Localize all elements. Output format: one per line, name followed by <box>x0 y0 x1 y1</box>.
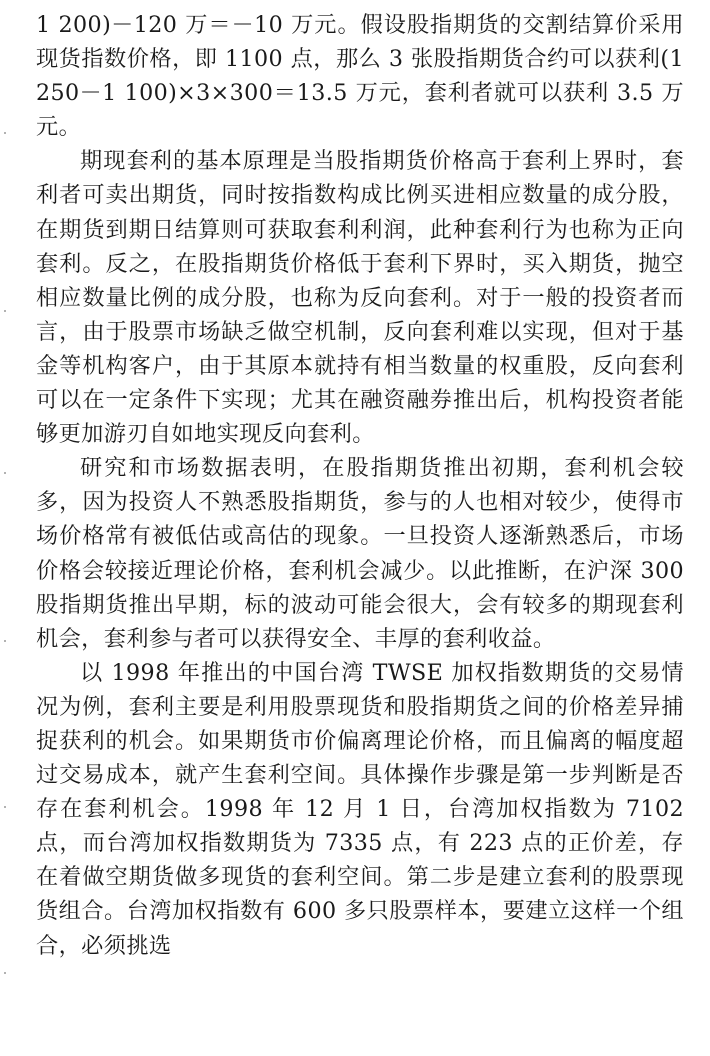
paragraph-market-research: 研究和市场数据表明，在股指期货推出初期，套利机会较多，因为投资人不熟悉股指期货，参与的人也相对较少，使得市场价格常有被低估或高估的现象。一旦投资人逐渐熟悉后，市场价格会较接近理论价格，套利机会减少。以此推断，在沪深 300 股指期货推出早期，标的波动可能会很大，会有较多的期现套利机会，套利参与者可以获得安全、丰厚的套利收益。 <box>36 455 684 652</box>
paragraph-continuation: 1 200)－120 万＝－10 万元。假设股指期货的交割结算价采用现货指数价格，即 1100 点，那么 3 张股指期货合约可以获利(1 250－1 100)×3×300＝13.5 万元，套利者就可以获利 3.5 万元。 <box>36 12 684 141</box>
paragraph-arbitrage-principle: 期现套利的基本原理是当股指期货价格高于套利上界时，套利者可卖出期货，同时按指数构成比例买进相应数量的成分股，在期货到期日结算则可获取套利利润，此种套利行为也称为正向套利。反之，在股指期货价格低于套利下界时，买入期货，抛空相应数量比例的成分股，也称为反向套利。对于一般的投资者而言，由于股票市场缺乏做空机制，反向套利难以实现，但对于基金等机构客户，由于其原本就持有相当数量的权重股，反向套利可以在一定条件下实现；尤其在融资融券推出后，机构投资者能够更加游刃自如地实现反向套利。 <box>36 148 684 448</box>
document-page <box>36 8 684 963</box>
scan-margin-marks <box>4 0 7 1056</box>
paragraph-taiwan-example: 以 1998 年推出的中国台湾 TWSE 加权指数期货的交易情况为例，套利主要是利用股票现货和股指期货之间的价格差异捕捉获利的机会。如果期货市价偏离理论价格，而且偏离的幅度超过交易成本，就产生套利空间。具体操作步骤是第一步判断是否存在套利机会。1998 年 12 月 1 日，台湾加权指数为 7102 点，而台湾加权指数期货为 7335 点，有 223 点的正价差，存在着做空期货做多现货的套利空间。第二步是建立套利的股票现货组合。台湾加权指数有 600 多只股票样本，要建立这样一个组合，必须挑选 <box>36 659 684 959</box>
